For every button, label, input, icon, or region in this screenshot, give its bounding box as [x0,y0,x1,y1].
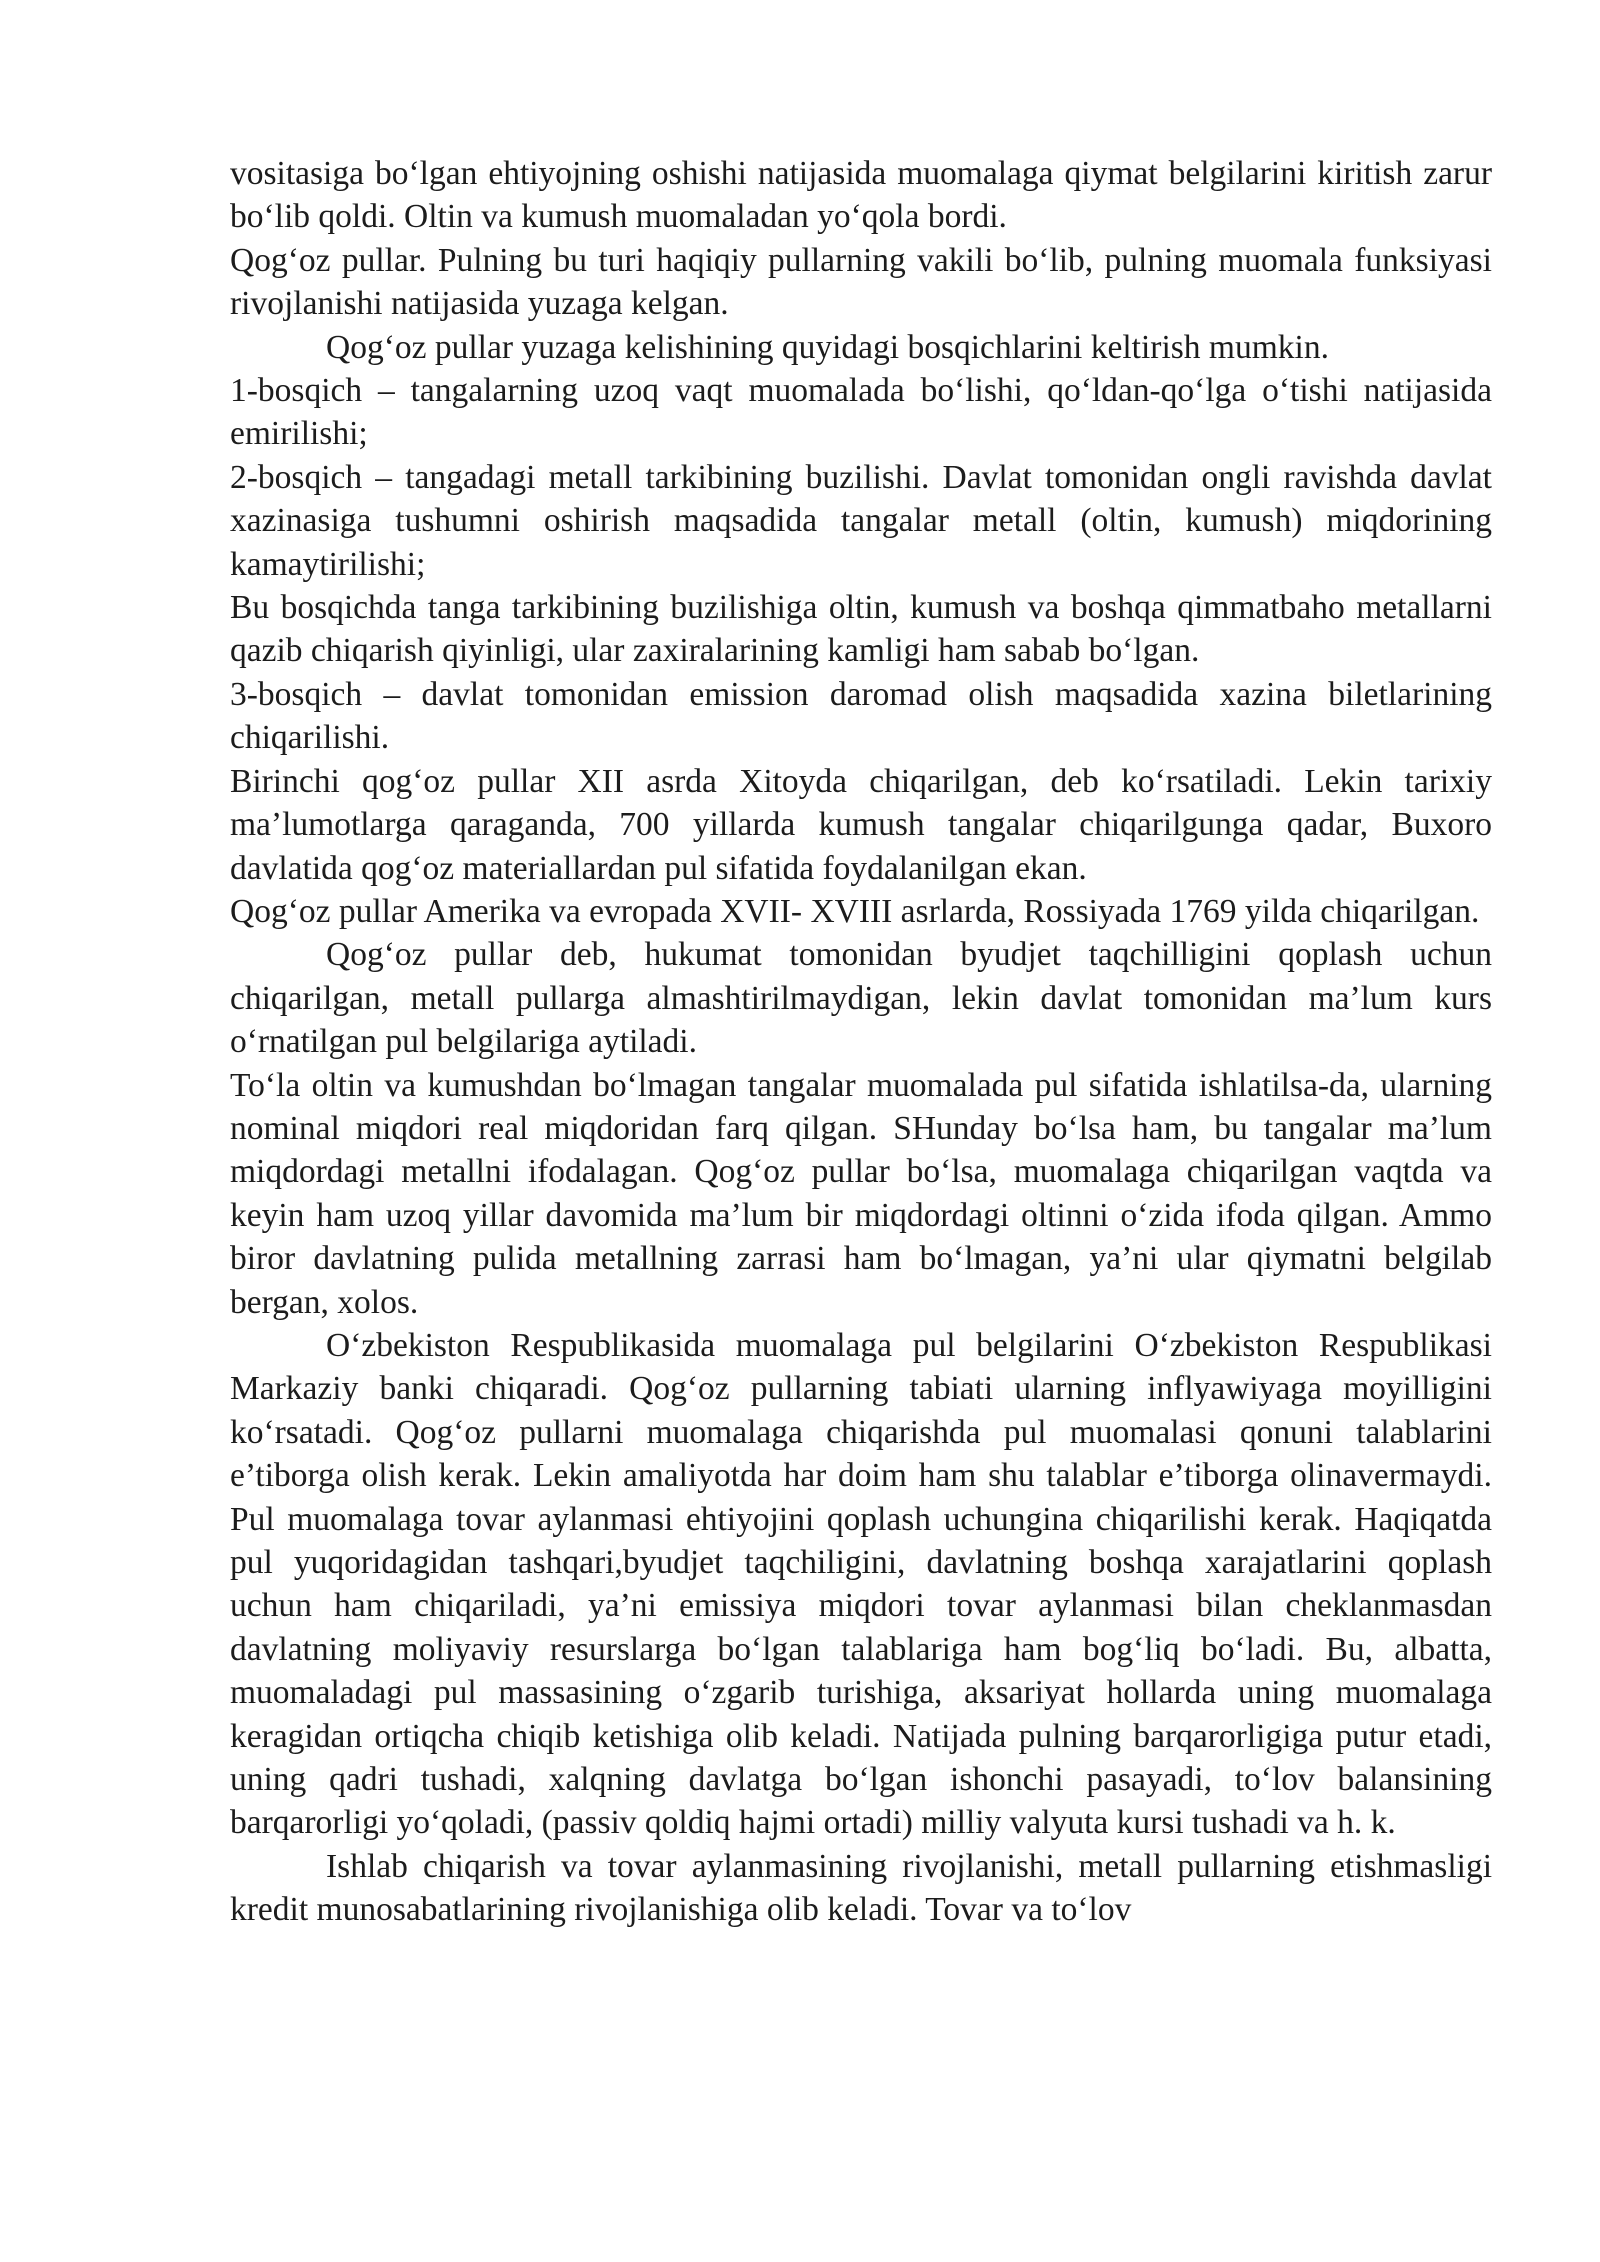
paragraph-6: Bu bosqichda tanga tarkibining buzilishiga oltin, kumush va boshqa qimmatbaho metallarni qazib chiqarish qiyinligi, ular zaxiralarining kamligi ham sabab bo‘lgan. [230,589,1492,670]
paragraph-1: vositasiga bo‘lgan ehtiyojning oshishi natijasida muomalaga qiymat belgilarini kiritish zarur bo‘lib qoldi. Oltin va kumush muomaladan yo‘qola bordi. [230,155,1492,236]
paragraph-11: To‘la oltin va kumushdan bo‘lmagan tangalar muomalada pul sifatida ishlatilsa-da, ularning nominal miqdori real miqdoridan farq qilgan. SHunday bo‘lsa ham, bu tangalar ma’lum miqdordagi metallni ifodalagan. Qog‘oz pullar bo‘lsa, muomalaga chiqarilgan vaqtda va keyin ham uzoq yillar davomida ma’lum bir miqdordagi oltinni o‘zida ifoda qilgan. Ammo biror davlatning pulida metallning zarrasi ham bo‘lmagan, ya’ni ular qiymatni belgilab bergan, xolos. [230,1066,1492,1321]
paragraph-3: Qog‘oz pullar yuzaga kelishining quyidagi bosqichlarini keltirish mumkin. [326,328,1329,366]
paragraph-9: Qog‘oz pullar Amerika va evropada XVII- XVIII asrlarda, Rossiyada 1769 yilda chiqarilgan. [230,892,1480,930]
paragraph-7: 3-bosqich – davlat tomonidan emission daromad olish maqsadida xazina biletlarining chiqarilishi. [230,675,1492,757]
paragraph-2: Qog‘oz pullar. Pulning bu turi haqiqiy pullarning vakili bo‘lib, pulning muomala funksiyasi rivojlanishi natijasida yuzaga kelgan. [230,241,1492,323]
paragraph-12: O‘zbekiston Respublikasida muomalaga pul belgilarini O‘zbekiston Respublikasi Markaziy banki chiqaradi. Qog‘oz pullarning tabiati ularning inflyawiyaga moyilligini ko‘rsatadi. Qog‘oz pullarni muomalaga chiqarishda pul muomalasi qonuni talablarini e’tiborga olish kerak. Lekin amaliyotda har doim ham shu talablar e’tiborga olinavermaydi. Pul muomalaga tovar aylanmasi ehtiyojini qoplash uchungina chiqarilishi kerak. Haqiqatda pul yuqoridagidan tashqari,byudjet taqchiligini, davlatning boshqa xarajatlarini qoplash uchun ham chiqariladi, ya’ni emissiya miqdori tovar aylanmasi bilan cheklanmasdan davlatning moliyaviy resurslarga bo‘lgan talablariga ham bog‘liq bo‘ladi. Bu, albatta, muomaladagi pul massasining o‘zgarib turishiga, aksariyat hollarda uning muomalaga keragidan ortiqcha chiqib ketishiga olib keladi. Natijada pulning barqarorligiga putur etadi, uning qadri tushadi, xalqning davlatga bo‘lgan ishonchi pasayadi, to‘lov balansining barqarorligi yo‘qoladi, (passiv qoldiq hajmi ortadi) milliy valyuta kursi tushadi va h. k. [230,1326,1492,1842]
paragraph-4: 1-bosqich – tangalarning uzoq vaqt muomalada bo‘lishi, qo‘ldan-qo‘lga o‘tishi natijasida emirilishi; [230,372,1492,453]
paragraph-13: Ishlab chiqarish va tovar aylanmasining rivojlanishi, metall pullarning etishmasligi kredit munosabatlarining rivojlanishiga olib keladi. Tovar va to‘lov [230,1847,1492,1929]
document-page [230,152,1492,1932]
paragraph-5: 2-bosqich – tangadagi metall tarkibining buzilishi. Davlat tomonidan ongli ravishda davlat xazinasiga tushumni oshirish maqsadida tangalar metall (oltin, kumush) miqdorining kamaytirilishi; [230,458,1492,583]
paragraph-8: Birinchi qog‘oz pullar XII asrda Xitoyda chiqarilgan, deb ko‘rsatiladi. Lekin tarixiy ma’lumotlarga qaraganda, 700 yillarda kumush tangalar chiqarilgunga qadar, Buxoro davlatida qog‘oz materiallardan pul sifatida foydalanilgan ekan. [230,762,1492,887]
paragraph-10: Qog‘oz pullar deb, hukumat tomonidan byudjet taqchilligini qoplash uchun chiqarilgan, metall pullarga almashtirilmaydigan, lekin davlat tomonidan ma’lum kurs o‘rnatilgan pul belgilariga aytiladi. [230,936,1492,1061]
